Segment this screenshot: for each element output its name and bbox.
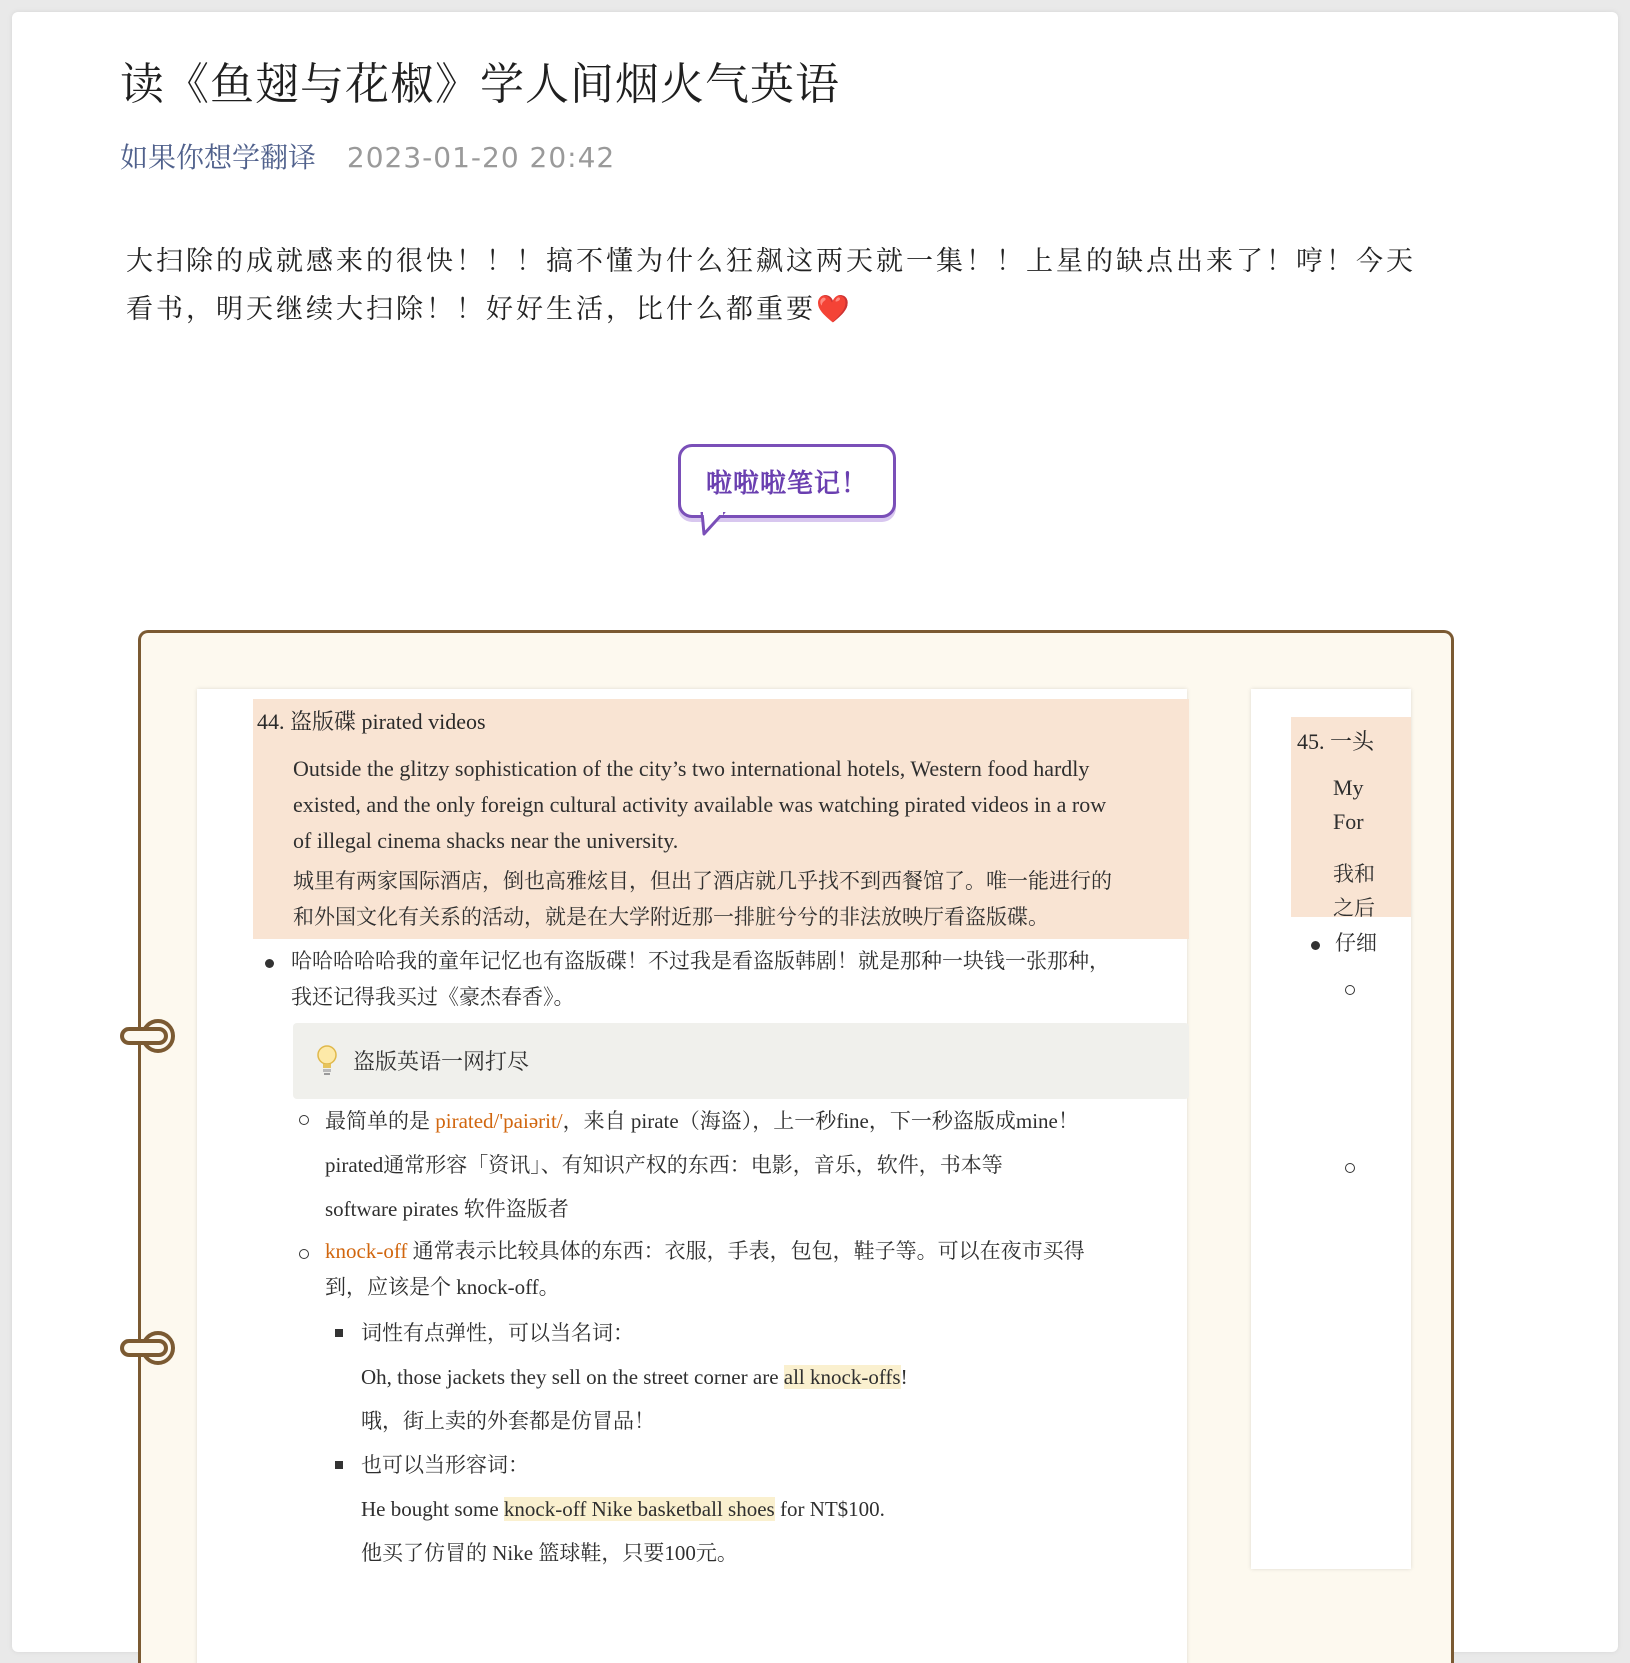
sub-noun-usage: 词性有点弹性，可以当名词： Oh, those jackets they sell on the street corner are all knock-offs! 哦，街上卖的外套都是仿冒品！	[361, 1321, 908, 1433]
entry-45-heading: 45. 一头	[1297, 729, 1375, 754]
intro-paragraph	[126, 238, 1486, 334]
item-pirated: 最简单的是 pirated/'paiərit/，来自 pirate（海盗），上一秒fine，下一秒盗版成mine！ pirated通常形容「资讯」、有知识产权的东西：电影，音乐，软件，书本等 software pirates 软件盗版者	[325, 1109, 1079, 1221]
entry-44-heading: 44. 盗版碟 pirated videos	[257, 709, 486, 734]
bullet-dot	[1311, 941, 1320, 950]
entry-45-english: My For	[1333, 775, 1364, 834]
bullet-childhood-memory: 哈哈哈哈哈我的童年记忆也有盗版碟！不过我是看盗版韩剧！就是那种一块钱一张那种， 我还记得我买过《豪杰春香》。	[291, 949, 1110, 1009]
binder-ring-icon	[118, 1328, 178, 1368]
entry-44-english: Outside the glitzy sophistication of the city’s two international hotels, Western food hardly existed, and the only foreign cultural activity available was watching pirated videos in a row of illegal cinema shacks near the university.	[293, 756, 1107, 853]
entry-45-chinese: 我和 之后	[1333, 862, 1375, 920]
bullet-square	[335, 1329, 343, 1337]
page2-bullet-text: 仔细	[1335, 931, 1377, 955]
speech-bubble-tail-icon	[700, 512, 726, 536]
bullet-circle	[299, 1115, 309, 1125]
bullet-circle	[1345, 985, 1355, 995]
entry-45-block	[1291, 717, 1411, 920]
lightbulb-icon	[315, 1043, 339, 1079]
bullet-circle	[1345, 1163, 1355, 1173]
bullet-square	[335, 1461, 343, 1469]
article-title: 读《鱼翅与花椒》学人间烟火气英语	[120, 59, 840, 110]
bullet-circle	[299, 1249, 309, 1259]
publish-date: 2023-01-20 20:42	[346, 141, 616, 174]
callout-text: 盗版英语一网打尽	[353, 1049, 530, 1074]
article-meta	[120, 136, 615, 176]
intro-line-2: 看书，明天继续大扫除！！好好生活，比什么都重要❤️	[126, 294, 853, 325]
author-link[interactable]: 如果你想学翻译	[120, 141, 317, 174]
item-knock-off: knock-off 通常表示比较具体的东西：衣服，手表，包包，鞋子等。可以在夜市买得 到，应该是个 knock-off。	[325, 1239, 1085, 1299]
note-page	[197, 689, 1187, 1663]
callout-box	[293, 1023, 1189, 1099]
bullet-dot	[265, 959, 274, 968]
note-page-next	[1251, 689, 1411, 1569]
speech-bubble	[678, 444, 896, 518]
binder-ring-icon	[118, 1016, 178, 1056]
term-pirated: pirated/'paiərit/	[435, 1109, 563, 1133]
notebook-frame	[138, 630, 1454, 1663]
sub-adjective-usage: 也可以当形容词： He bought some knock-off Nike basketball shoes for NT$100. 他买了仿冒的 Nike 篮球鞋，只要100元。	[361, 1453, 885, 1565]
entry-44-chinese: 城里有两家国际酒店，倒也高雅炫目，但出了酒店就几乎找不到西餐馆了。唯一能进行的 和外国文化有关系的活动，就是在大学附近那一排脏兮兮的非法放映厅看盗版碟。	[293, 869, 1112, 929]
speech-bubble-label: 啦啦啦笔记！	[705, 468, 868, 499]
term-knock-off: knock-off	[325, 1239, 408, 1263]
entry-44-block	[253, 699, 1189, 939]
intro-line-1: 大扫除的成就感来的很快！！！搞不懂为什么狂飙这两天就一集！！上星的缺点出来了！哼！今天	[126, 246, 1416, 277]
heart-icon: ❤️	[816, 294, 853, 325]
